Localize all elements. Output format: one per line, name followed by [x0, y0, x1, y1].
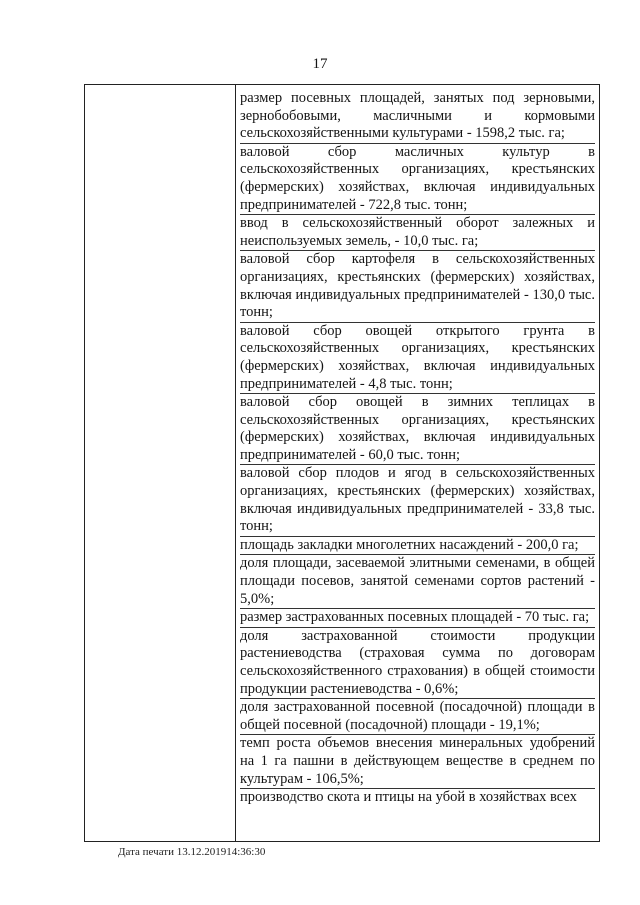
document-table — [84, 84, 600, 842]
indicator-item: валовой сбор овощей в зимних теплицах в сельскохозяйственных организациях, крестьянских (фермерских) хозяйствах, включая индивидуальных предпринимателей - 60,0 тыс. тонн; — [240, 394, 595, 463]
table-left-cell — [85, 85, 236, 841]
indicator-item: площадь закладки многолетних насаждений - 200,0 га; — [240, 536, 595, 555]
indicator-item: темп роста объемов внесения минеральных удобрений на 1 га пашни в действующем веществе в среднем по культурам - 106,5%; — [240, 735, 595, 787]
page-number: 17 — [312, 56, 328, 72]
indicator-item: доля застрахованной посевной (посадочной) площади в общей посевной (посадочной) площади - 19,1%; — [240, 699, 595, 733]
indicator-item: доля площади, засеваемой элитными семенами, в общей площади посевов, занятой семенами сортов растений - 5,0%; — [240, 555, 595, 607]
indicator-item: валовой сбор картофеля в сельскохозяйственных организациях, крестьянских (фермерских) хозяйствах, включая индивидуальных предпринимателей - 130,0 тыс. тонн; — [240, 251, 595, 321]
indicator-item: доля застрахованной стоимости продукции растениеводства (страховая сумма по договорам сельскохозяйственного страхования) в общей стоимости продукции растениеводства - 0,6%; — [240, 627, 595, 697]
table-right-cell — [236, 85, 599, 841]
indicator-item: производство скота и птицы на убой в хозяйствах всех — [240, 788, 595, 807]
indicator-item: валовой сбор овощей открытого грунта в сельскохозяйственных организациях, крестьянских (фермерских) хозяйствах, включая индивидуальных предпринимателей - 4,8 тыс. тонн; — [240, 322, 595, 392]
print-date: Дата печати 13.12.201914:36:30 — [118, 846, 266, 858]
indicator-item: размер посевных площадей, занятых под зерновыми, зернобобовыми, масличными и кормовыми сельскохозяйственными культурами - 1598,2 тыс. га; — [240, 90, 595, 142]
indicator-item: валовой сбор масличных культур в сельскохозяйственных организациях, крестьянских (фермерских) хозяйствах, включая индивидуальных предпринимателей - 722,8 тыс. тонн; — [240, 143, 595, 213]
indicator-item: ввод в сельскохозяйственный оборот залежных и неиспользуемых земель, - 10,0 тыс. га; — [240, 215, 595, 249]
indicator-item: валовой сбор плодов и ягод в сельскохозяйственных организациях, крестьянских (фермерских) хозяйствах, включая индивидуальных предпринимателей - 33,8 тыс. тонн; — [240, 465, 595, 535]
indicator-item: размер застрахованных посевных площадей - 70 тыс. га; — [240, 608, 595, 627]
